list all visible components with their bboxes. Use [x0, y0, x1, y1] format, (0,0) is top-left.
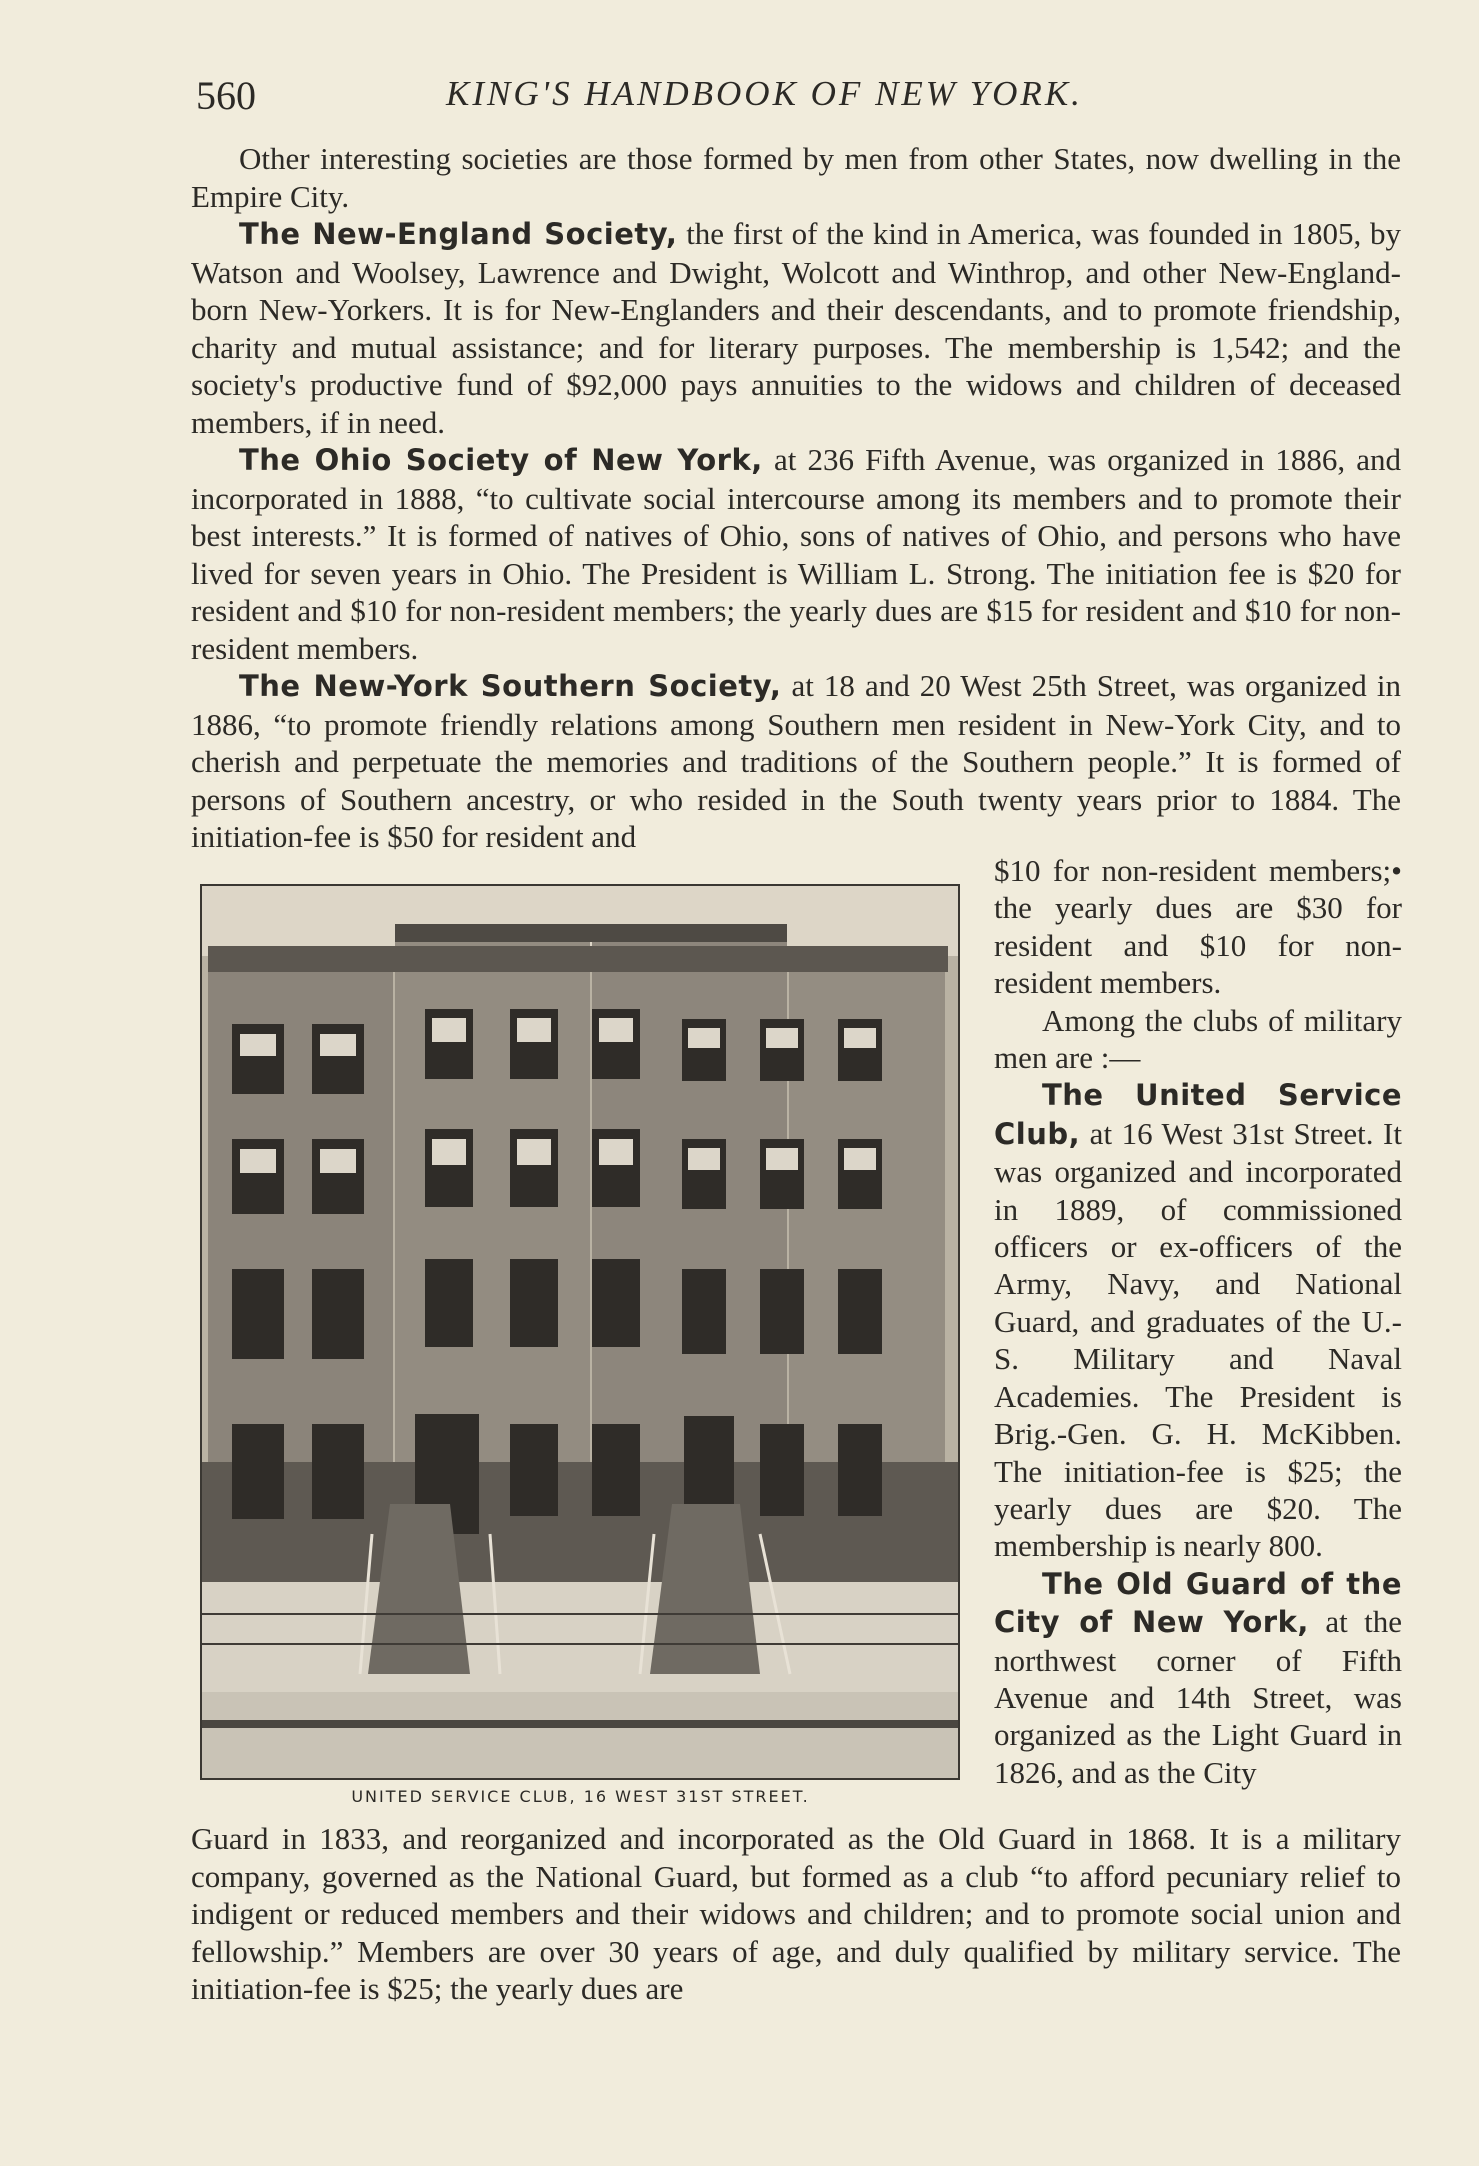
- heading-ohio-society: The Ohio Society of New York,: [239, 443, 763, 477]
- body-new-england-society: the first of the kind in America, was founded in 1805, by Watson and Woolsey, Lawrence and Dwight, Wolcott and Winthrop, and other New-England-born New-Yorkers. It is for New-Englanders and their descendants, and to promote friendship, charity and mutual assistance; and for literary purposes. The membership is 1,542; and the society's productive fund of $92,000 pays annuities to the widows and children of deceased members, if in need.: [191, 216, 1401, 440]
- paragraph-new-england-society: [191, 215, 1401, 441]
- paragraph-old-guard-side: [994, 1565, 1402, 1791]
- paragraph-ohio-society: [191, 441, 1401, 667]
- heading-old-guard: The Old Guard of the City of New York,: [994, 1566, 1402, 1640]
- page-number: 560: [196, 73, 256, 118]
- body-southern-society: at 18 and 20 West 25th Street, was organized in 1886, “to promote friendly relations among Southern men resident in New-York City, and to cherish and perpetuate the memories and traditions of the Southern people.” It is formed of persons of Southern ancestry, or who resided in the South twenty years prior to 1884. The initiation-fee is $50 for resident and: [191, 668, 1401, 854]
- paragraph-southern-society: [191, 667, 1401, 856]
- building-illustration: [200, 884, 960, 1780]
- running-title: KING'S HANDBOOK OF NEW YORK.: [446, 74, 1083, 113]
- paragraph-old-guard-continued: Guard in 1833, and reorganized and incorporated as the Old Guard in 1868. It is a military company, governed as the National Guard, but formed as a club “to afford pecuniary relief to indigent or reduced members and their widows and children; and to promote social union and fellowship.” Members are over 30 years of age, and duly qualified by military service. The initiation-fee is $25; the yearly dues are: [191, 1821, 1401, 2006]
- paragraph-southern-continued: $10 for non-resident members;• the yearly dues are $30 for resident and $10 for non-resident members.: [994, 853, 1402, 1001]
- heading-southern-society: The New-York Southern Society,: [239, 669, 782, 703]
- body-united-service-club: at 16 West 31st Street. It was organized and incorporated in 1889, of commissioned officers or ex-officers of the Army, Navy, and National Guard, and graduates of the U.-S. Military and Naval Academies. The President is Brig.-Gen. G. H. McKibben. The initiation-fee is $25; the yearly dues are $20. The membership is nearly 800.: [994, 1115, 1402, 1564]
- heading-new-england-society: The New-England Society,: [239, 217, 678, 251]
- brownstone-facade-image: [200, 884, 960, 1780]
- paragraph-intro: Other interesting societies are those formed by men from other States, now dwelling in the Empire City.: [191, 141, 1401, 214]
- main-text-top: [191, 140, 1401, 856]
- body-ohio-society: at 236 Fifth Avenue, was organized in 1886, and incorporated in 1888, “to cultivate social intercourse among its members and to promote their best interests.” It is formed of natives of Ohio, sons of natives of Ohio, and persons who have lived for seven years in Ohio. The President is William L. Strong. The initiation fee is $20 for resident and $10 for non-resident members; the yearly dues are $15 for resident and $10 for non-resident members.: [191, 442, 1402, 666]
- paragraph-united-service-club: [994, 1076, 1402, 1564]
- page-header: [196, 72, 1406, 124]
- main-text-bottom: [191, 1820, 1401, 2008]
- body-old-guard-side: at the northwest corner of Fifth Avenue and 14th Street, was organized as the Light Guard in 1826, and as the City: [994, 1604, 1402, 1790]
- paragraph-military-intro: Among the clubs of military men are :—: [994, 1002, 1402, 1076]
- side-column-text: [994, 852, 1402, 1791]
- figure-caption: UNITED SERVICE CLUB, 16 WEST 31ST STREET.: [351, 1787, 810, 1806]
- heading-united-service-club: The United Service Club,: [994, 1078, 1402, 1151]
